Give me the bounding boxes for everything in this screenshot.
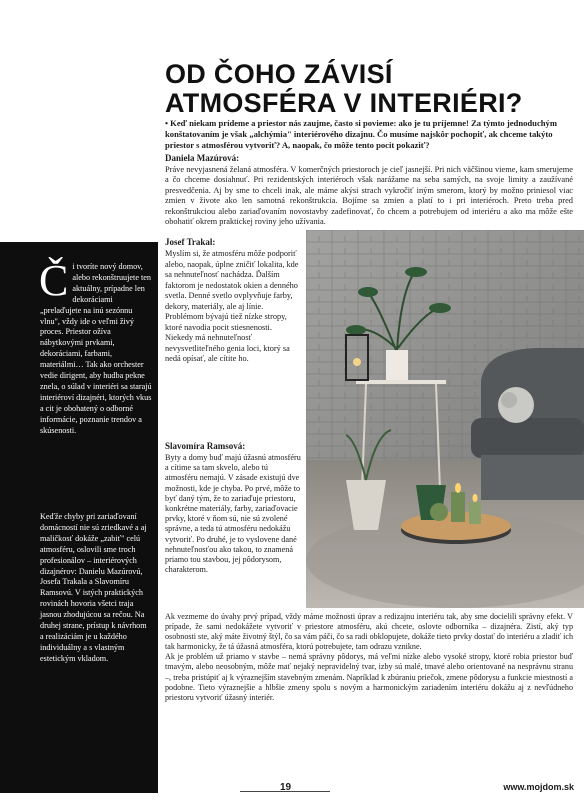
sidebar-text: Keďže chyby pri zariaďovaní domácností nie sú zriedkavé a aj maličkosť dokáže „zabiť" celú atmosféru, oslovili sme troch profesionálov – interiérových dizajnérov: Danielu Mazúrovú, Josefa Trakala a Slavomíru Ramsovú. V istých praktických rovinách hovoria všetci traja jasnou zhodujúcou sa rečou. Na druhej strane, prístup k návrhom a realizáciám je u každého individuálny a s vlastným estetickým vkladom. — [40, 512, 147, 663]
site-url: www.mojdom.sk — [503, 782, 574, 792]
section-mazurova — [165, 153, 573, 227]
page-title: OD ČOHO ZÁVISÍ ATMOSFÉRA V INTERIÉRI? — [165, 59, 523, 118]
answer-text: Práve nevyjasnená želaná atmosféra. V komerčných priestoroch je cieľ jasnejší. Pri nich väčšinou vieme, kam smerujeme a čo chceme dosiahnuť. Pri rezidentských interiéroch však narážame na seba samých, na svoje limity a zaužívané presvedčenia. Aj by sme to chceli inak, ale máme akýsi strach vykročiť iným smerom, ktorý by možno priniesol viac zmien v živote ako len samotná rekonštrukcia. Bojíme sa zmien a platí to i pri interiéroch. Preto treba pred rekonštrukciou alebo zariaďovaním novostavby zadefinovať, čo chcem a potrebujem od interiéru a ako ma môže ešte obohatiť okrem praktickej roviny jeho užívania. — [165, 165, 573, 227]
answer-text: Myslím si, že atmosféru môže podporiť alebo, naopak, úplne zničiť lokalita, kde sa nehnuteľnosť nachádza. Ďalším faktorom je nedostatok okien a denného svetla. Denné svetlo ovplyvňuje farby, dekory, materiály, ale aj línie. Problémom bývajú tiež nízke stropy, ktoré navodia pocit stiesnenosti. Niekedy má nehnuteľnosť nevysvetliteľného genia loci, ktorý sa nedá opísať, ale cítite ho. — [165, 249, 299, 363]
sidebar-intro: Či tvoríte nový domov, alebo rekonštruujete ten aktuálny, prípadne len dekoráciami „prelaďujete na inú sezónnu vlnu", vždy ide o veľmi živý proces. Priestor ožíva nábytkovými prvkami, dekoráciami, farbami, materiálmi… Tak ako orchester vedie dirigent, aby hudba pekne znela, o súlad v interiéri sa starajú interiéroví dizajnéri, ktorých vkus a cit je obohatený o odborné informácie, poznanie trendov a skúsenosti. — [39, 256, 152, 435]
section-ramsova — [165, 441, 301, 575]
section-ramsova-continued — [165, 612, 573, 703]
section-trakal — [165, 237, 301, 365]
author-name: Daniela Mazúrová: — [165, 153, 240, 163]
interior-photo — [306, 230, 584, 608]
author-name: Josef Trakal: — [165, 237, 216, 247]
answer-text: Byty a domy buď majú úžasnú atmosféru a cítime sa tam skvelo, alebo tú atmosféru nemajú. V zásade existujú dve možnosti, kde je chyba. Po prvé, môže to byť daný tým, že to zariaďuje priestoru, konkrétne materiály, farby, zariaďovacie prvky, ktoré v ňom sú, nie sú zvolené správne, a teda tú atmosféru nedokážu vytvoriť. Po druhé, je to vyslovene dané nehnuteľnosťou ako takou, to znamená priamo tou stavbou, jej pôdorysom, charakterom. — [165, 453, 301, 575]
author-name: Slavomíra Ramsová: — [165, 441, 246, 451]
page-number: 19 — [280, 782, 292, 793]
answer-text: Ak vezmeme do úvahy prvý prípad, vždy máme možnosti úprav a redizajnu interiéru tak, aby sme docielili správny efekt. V prípade, že sami nedokážete vytvoriť v priestore atmosféru, akú chcete, oslovte odborníka – dizajnéra. Zistí, aký typ osobnosti ste, aký máte životný štýl, čo sa vám páči, čo sa radi obklopujete, dokáže tieto prvky dostať do interiéru a zladiť ich tak harmonicky, že tá úžasná atmosféra, ktorú potrebujete, tam odrazu vznikne. — [165, 612, 573, 652]
drop-cap: Č — [39, 256, 69, 305]
lead-paragraph: • Keď niekam prídeme a priestor nás zaujme, často si povieme: ako je tu príjemne! Za týmto jednoduchým konštatovaním je však „alchýmia" interiérového dizajnu. Čo musíme najskôr pochopiť, ak chceme takýto priestor s atmosférou vytvoriť? A, naopak, čo môže tento pocit pokaziť? — [165, 118, 558, 150]
answer-text: Ak je problém už priamo v stavbe – nemá správny pôdorys, má veľmi nízke alebo vysoké stropy, ktoré robia priestor buď tmavým, alebo neosobným, môže mať nejaký nepravidelný tvar, izby sú malé, tmavé alebo orientované na nesprávnu stranu –, treba pristúpiť aj k výraznejším stavebným zmenám. Napríklad k zbúraniu priečok, zmene pôdorysu a funkcie miestností a podobne. Tieto výraznejšie a hlbšie zmeny spolu s novým a harmonickým zariadením interiéru dokážu aj z nevľúdneho priestoru vytvoriť úžasný interiér. — [165, 652, 573, 702]
